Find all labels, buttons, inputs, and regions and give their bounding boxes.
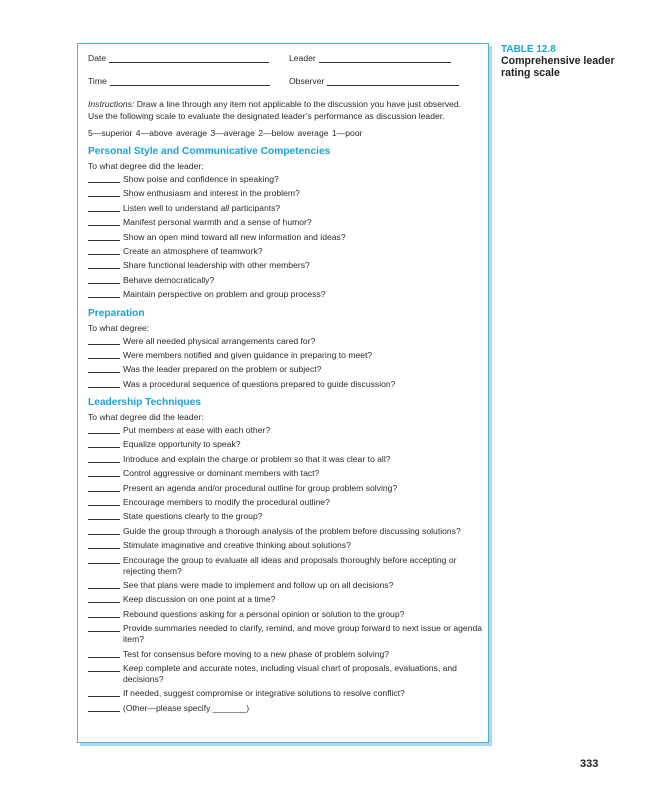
list-item	[88, 439, 488, 450]
rating-blank[interactable]	[88, 483, 120, 492]
item-text: Maintain perspective on problem and group process?	[123, 289, 326, 300]
item-text: Encourage members to modify the procedural outline?	[123, 497, 330, 508]
date-field[interactable]	[88, 53, 289, 63]
list-item	[88, 217, 488, 228]
section-prompt-techniques: To what degree did the leader:	[88, 412, 204, 423]
rating-blank[interactable]	[88, 497, 120, 506]
list-item	[88, 246, 488, 257]
item-text: Provide summaries needed to clarify, remind, and move group forward to next issue or agenda item?	[123, 623, 483, 645]
observer-line[interactable]	[327, 76, 459, 86]
item-text: Present an agenda and/or procedural outline for group problem solving?	[123, 482, 398, 493]
rating-blank[interactable]	[88, 174, 120, 183]
item-text: Listen well to understand	[123, 202, 219, 213]
item-text: State questions clearly to the group?	[123, 511, 263, 522]
list-item	[88, 511, 488, 522]
list-item	[88, 232, 488, 243]
list-item	[88, 497, 488, 508]
item-text: Show enthusiasm and interest in the problem?	[123, 188, 300, 199]
list-item	[88, 703, 488, 714]
rating-blank[interactable]	[88, 379, 120, 388]
list-item	[88, 350, 488, 361]
rating-blank[interactable]	[88, 703, 120, 712]
item-text: See that plans were made to implement and follow up on all decisions?	[123, 579, 394, 590]
rating-blank[interactable]	[88, 526, 120, 535]
list-item	[88, 275, 488, 286]
list-item	[88, 580, 488, 591]
items-personal	[88, 174, 488, 300]
item-text: Show poise and confidence in speaking?	[123, 174, 279, 184]
rating-blank[interactable]	[88, 609, 120, 618]
list-item	[88, 260, 488, 271]
item-text: Test for consensus before moving to a new phase of problem solving?	[123, 648, 390, 659]
rating-blank[interactable]	[88, 275, 120, 284]
item-text: Were all needed physical arrangements cared for?	[123, 335, 316, 346]
time-line[interactable]	[110, 76, 270, 86]
rating-blank[interactable]	[88, 623, 120, 632]
table-caption	[501, 44, 641, 79]
table-number: TABLE 12.8	[501, 44, 556, 55]
item-text: Stimulate imaginative and creative thinking about solutions?	[123, 540, 351, 551]
rating-blank[interactable]	[88, 336, 120, 345]
item-text: Keep complete and accurate notes, including visual chart of proposals, evaluations, and decisions?	[123, 662, 457, 684]
list-item	[88, 454, 488, 465]
time-label: Time	[88, 76, 107, 86]
item-text: Keep discussion on one point at a time?	[123, 594, 276, 605]
list-item	[88, 425, 488, 436]
list-item	[88, 649, 488, 660]
section-heading-preparation: Preparation	[88, 307, 145, 319]
table-title: Comprehensive leader rating scale	[501, 55, 615, 79]
section-heading-personal: Personal Style and Communicative Competencies	[88, 146, 331, 157]
item-text: Show an open mind toward all new information and ideas?	[123, 231, 346, 242]
rating-scale: 5—superior 4—above average 3—average 2—below average 1—poor	[88, 128, 363, 138]
instructions	[88, 98, 473, 122]
header-row-1	[88, 52, 488, 63]
rating-blank[interactable]	[88, 232, 120, 241]
rating-blank[interactable]	[88, 246, 120, 255]
list-item	[88, 468, 488, 479]
item-text: Introduce and explain the charge or problem so that it was clear to all?	[123, 453, 391, 464]
rating-blank[interactable]	[88, 203, 120, 212]
rating-blank[interactable]	[88, 454, 120, 463]
list-item	[88, 174, 488, 185]
item-text: Create an atmosphere of teamwork?	[123, 245, 263, 256]
items-preparation	[88, 336, 488, 390]
item-text: Equalize opportunity to speak?	[123, 439, 241, 450]
page-number: 333	[580, 758, 599, 770]
list-item	[88, 379, 488, 390]
instructions-label: Instructions:	[88, 99, 135, 109]
list-item	[88, 623, 488, 645]
item-text-group	[123, 203, 483, 214]
rating-blank[interactable]	[88, 594, 120, 603]
section-heading-techniques: Leadership Techniques	[88, 397, 202, 409]
item-text: Guide the group through a thorough analysis of the problem before discussing solutions?	[123, 525, 461, 536]
list-item	[88, 594, 488, 605]
items-techniques	[88, 425, 488, 714]
list-item	[88, 609, 488, 620]
section-prompt-preparation: To what degree:	[88, 322, 150, 333]
rating-blank[interactable]	[88, 425, 120, 434]
list-item	[88, 188, 488, 199]
leader-field[interactable]	[289, 53, 451, 63]
leader-label: Leader	[289, 53, 316, 63]
item-text: Manifest personal warmth and a sense of humor?	[123, 217, 312, 228]
list-item	[88, 203, 488, 214]
rating-blank[interactable]	[88, 688, 120, 697]
item-text: Share functional leadership with other members?	[123, 260, 310, 271]
rating-blank[interactable]	[88, 439, 120, 448]
list-item	[88, 688, 488, 699]
rating-blank[interactable]	[88, 217, 120, 226]
rating-blank[interactable]	[88, 289, 120, 298]
item-text: Was the leader prepared on the problem or subject?	[123, 364, 322, 375]
rating-blank[interactable]	[88, 468, 120, 477]
item-text: Were members notified and given guidance in preparing to meet?	[123, 349, 373, 360]
rating-blank[interactable]	[88, 350, 120, 359]
time-field[interactable]	[88, 76, 289, 86]
instructions-text: Draw a line through any item not applicable to the discussion you have just observed. Use the following scale to evaluate the designated leader’s performance as discussion leader.	[88, 99, 462, 121]
item-text: Behave democratically?	[123, 274, 215, 285]
observer-label: Observer	[289, 76, 325, 86]
list-item	[88, 483, 488, 494]
list-item	[88, 289, 488, 300]
item-text: If needed, suggest compromise or integrative solutions to resolve conflict?	[123, 688, 405, 699]
observer-field[interactable]	[289, 76, 459, 86]
rating-blank[interactable]	[88, 364, 120, 373]
list-item	[88, 663, 488, 685]
list-item	[88, 336, 488, 347]
list-item	[88, 555, 488, 577]
item-text: Encourage the group to evaluate all ideas and proposals thoroughly before accepting or rejecting them?	[123, 554, 457, 576]
item-text-tail: participants?	[231, 202, 281, 213]
rating-blank[interactable]	[88, 555, 120, 564]
rating-blank[interactable]	[88, 540, 120, 549]
rating-form	[77, 43, 489, 743]
rating-blank[interactable]	[88, 649, 120, 658]
list-item	[88, 364, 488, 375]
date-line[interactable]	[109, 53, 269, 63]
item-text: Control aggressive or dominant members with tact?	[123, 468, 320, 479]
date-label: Date	[88, 53, 107, 63]
item-text-emphasis: all	[220, 202, 230, 213]
section-prompt-personal: To what degree did the leader:	[88, 161, 204, 171]
header-row-2	[88, 75, 488, 86]
item-text: Rebound questions asking for a personal opinion or solution to the group?	[123, 608, 405, 619]
rating-blank[interactable]	[88, 663, 120, 672]
list-item	[88, 540, 488, 551]
rating-blank[interactable]	[88, 260, 120, 269]
rating-blank[interactable]	[88, 188, 120, 197]
rating-blank[interactable]	[88, 511, 120, 520]
list-item	[88, 526, 488, 537]
item-text: (Other—please specify _______)	[123, 702, 250, 713]
leader-line[interactable]	[319, 53, 451, 63]
item-text: Put members at ease with each other?	[123, 425, 271, 436]
item-text: Was a procedural sequence of questions prepared to guide discussion?	[123, 378, 396, 389]
rating-blank[interactable]	[88, 580, 120, 589]
